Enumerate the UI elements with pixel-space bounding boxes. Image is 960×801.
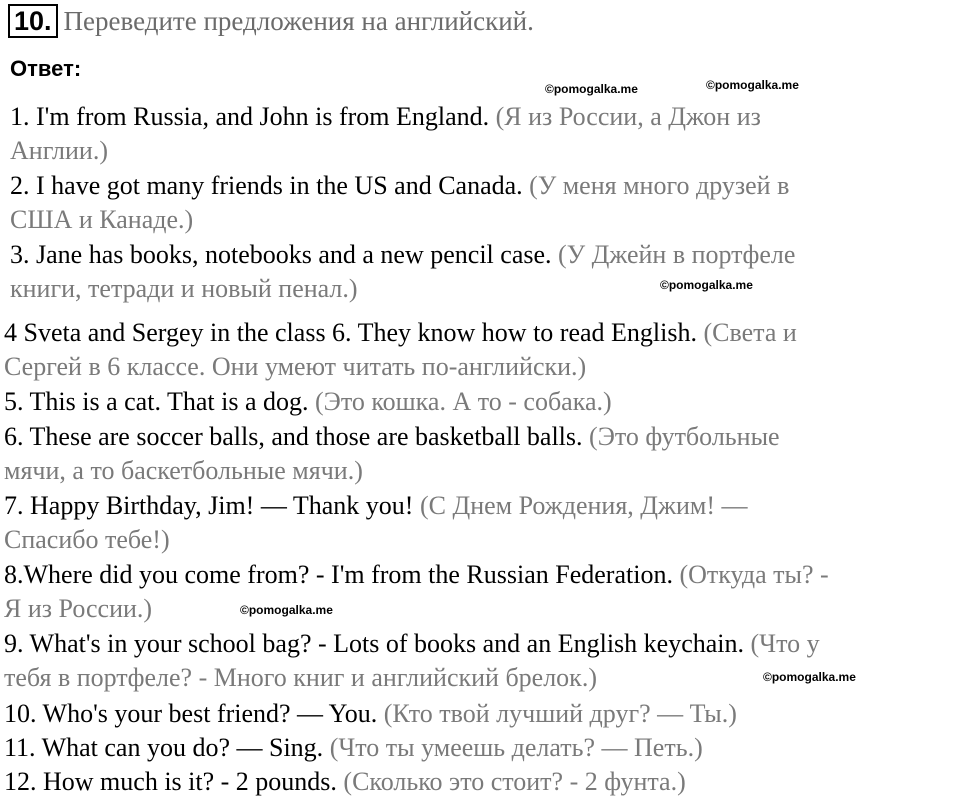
russian-translation: книги, тетради и новый пенал.) — [10, 274, 358, 303]
russian-translation: Я из России.) — [4, 594, 153, 623]
russian-translation: (Что ты умеешь делать? — Петь.) — [329, 733, 703, 762]
english-sentence: 2. I have got many friends in the US and Canada. — [10, 171, 523, 200]
list-item-continuation — [10, 134, 108, 169]
list-item-continuation — [10, 203, 193, 238]
watermark: ©pomogalka.me — [763, 670, 856, 684]
russian-translation: (Сколько это стоит? - 2 фунта.) — [343, 767, 686, 796]
english-sentence: 12. How much is it? - 2 pounds. — [4, 767, 337, 796]
list-item — [4, 627, 820, 662]
russian-translation: (Кто твой лучший друг? — Ты.) — [383, 699, 737, 728]
russian-translation: (Это кошка. А то - собака.) — [315, 387, 612, 416]
list-item — [4, 731, 703, 766]
russian-translation: мячи, а то баскетбольные мячи.) — [4, 456, 363, 485]
task-number-box: 10. — [8, 4, 58, 38]
russian-translation: Спасибо тебе!) — [4, 525, 170, 554]
english-sentence: 11. What can you do? — Sing. — [4, 733, 324, 762]
english-sentence: 8.Where did you come from? - I'm from the Russian Federation. — [4, 560, 673, 589]
list-item — [4, 765, 686, 800]
task-instruction: Переведите предложения на английский. — [63, 6, 534, 36]
list-item — [4, 697, 737, 732]
russian-translation: (Я из России, а Джон из — [495, 102, 761, 131]
english-sentence: 1. I'm from Russia, and John is from England. — [10, 102, 490, 131]
russian-translation: (Что у — [750, 629, 820, 658]
english-sentence: 9. What's in your school bag? - Lots of books and an English keychain. — [4, 629, 745, 658]
list-item — [10, 238, 795, 273]
russian-translation: США и Канаде.) — [10, 205, 194, 234]
russian-translation: Сергей в 6 классе. Они умеют читать по-английски.) — [4, 352, 587, 381]
list-item — [4, 489, 748, 524]
list-item — [4, 385, 612, 420]
watermark: ©pomogalka.me — [545, 82, 638, 96]
russian-translation: (Это футбольные — [589, 422, 780, 451]
list-item-continuation — [4, 350, 586, 385]
list-item-continuation — [4, 454, 363, 489]
list-item-continuation — [4, 592, 152, 627]
english-sentence: 10. Who's your best friend? — You. — [4, 699, 378, 728]
watermark: ©pomogalka.me — [706, 78, 799, 92]
list-item — [4, 316, 797, 351]
watermark: ©pomogalka.me — [240, 603, 333, 617]
english-sentence: 7. Happy Birthday, Jim! — Thank you! — [4, 491, 414, 520]
russian-translation: (Откуда ты? - — [679, 560, 829, 589]
list-item-continuation — [4, 523, 170, 558]
list-item — [10, 169, 789, 204]
english-sentence: 5. This is a cat. That is a dog. — [4, 387, 309, 416]
russian-translation: (У меня много друзей в — [529, 171, 790, 200]
list-item — [10, 100, 761, 135]
english-sentence: 3. Jane has books, notebooks and a new pencil case. — [10, 240, 552, 269]
list-item — [4, 558, 829, 593]
russian-translation: тебя в портфеле? - Много книг и английский брелок.) — [4, 663, 597, 692]
list-item — [4, 420, 780, 455]
russian-translation: (У Джейн в портфеле — [558, 240, 796, 269]
answer-label: Ответ: — [10, 56, 82, 81]
english-sentence: 6. These are soccer balls, and those are basketball balls. — [4, 422, 583, 451]
russian-translation: (Света и — [703, 318, 797, 347]
watermark: ©pomogalka.me — [660, 278, 753, 292]
list-item-continuation — [4, 661, 597, 696]
list-item-continuation — [10, 272, 358, 307]
english-sentence: 4 Sveta and Sergey in the class 6. They know how to read English. — [4, 318, 697, 347]
task-header — [8, 4, 534, 38]
russian-translation: (С Днем Рождения, Джим! — — [419, 491, 748, 520]
russian-translation: Англии.) — [10, 136, 108, 165]
